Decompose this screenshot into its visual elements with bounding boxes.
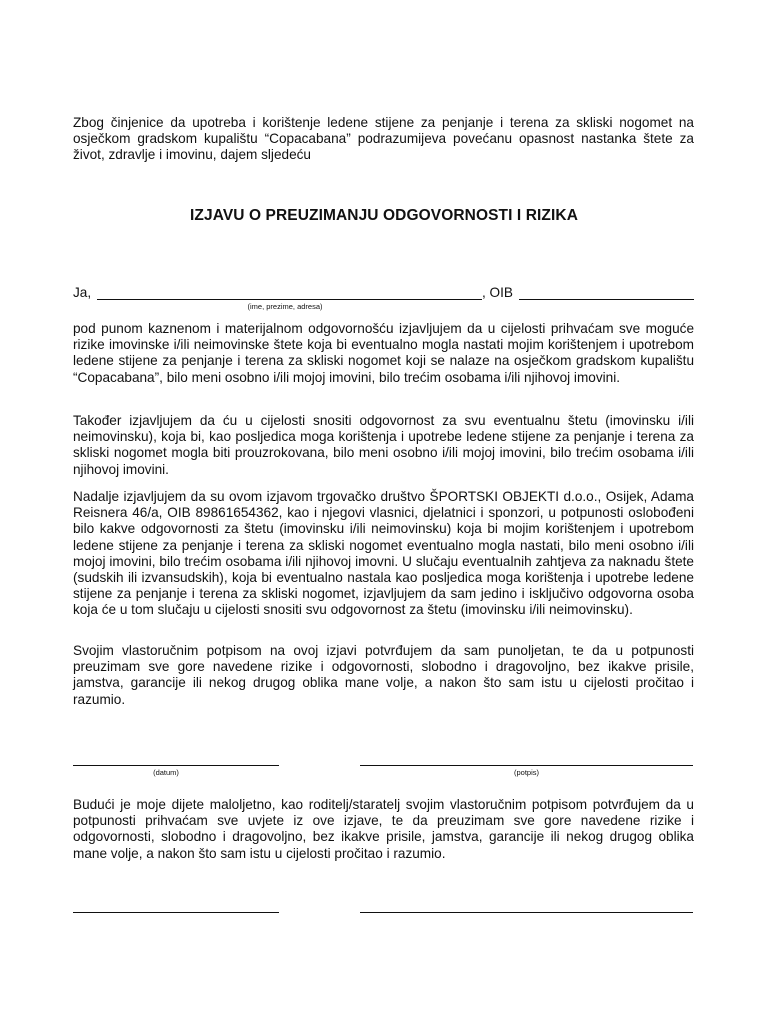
paragraph-liability: Također izjavljujem da ću u cijelosti snositi odgovornost za svu eventualnu štetu (imovinsku i/ili neimovinsku), koja bi, kao posljedica moga korištenja i upotrebe ledene stijene za penjanje i terena za skliski nogomet mogla biti prouzrokovana, bilo meni osobno i/ili mojoj imovini, bilo trećim osobama i/ili njihovoj imovini.	[73, 413, 694, 477]
declarant-row	[73, 285, 694, 303]
paragraph-release: Nadalje izjavljujem da su ovom izjavom trgovačko društvo ŠPORTSKI OBJEKTI d.o.o., Osijek, Adama Reisnera 46/a, OIB 89861654362, kao i njegovi vlasnici, djelatnici i sponzori, u potpunosti oslobođeni bilo kakve odgovornosti za štetu (imovinsku i/ili neimovinsku) koja bi mojim korištenjem i upotrebom ledene stijene za penjanje i terena za skliski nogomet eventualno mogla nastati, bilo meni osobno i/ili mojoj imovini, bilo trećim osobama i/ili njihovoj imovni. U slučaju eventualnih zahtjeva za naknadu štete (sudskih ili izvansudskih), koja bi eventualno nastala kao posljedica moga korištenja i upotrebe ledene stijene za penjanje i terena za skliski nogomet, izjavljujem da sam jedino i isključivo odgovorna osoba koja će u tom slučaju u cijelosti snositi svu odgovornost za štetu (imovinsku i/ili neimovinsku).	[73, 489, 694, 618]
guardian-signature-line[interactable]	[360, 912, 693, 913]
date-line[interactable]	[73, 765, 279, 766]
date-caption: (datum)	[153, 768, 179, 777]
declarant-prefix: Ja,	[73, 285, 92, 300]
signature-line[interactable]	[360, 765, 693, 766]
oib-line[interactable]	[519, 299, 694, 300]
signature-caption: (potpis)	[513, 768, 539, 777]
paragraph-adult-signature: Svojim vlastoručnim potpisom na ovoj izjavi potvrđujem da sam punoljetan, te da u potpunosti preuzimam sve gore navedene rizike i odgovornosti, slobodno i dragovoljno, bez ikakve prisile, jamstva, garancije ili nekog drugog oblika mane volje, a nakon što sam istu u cijelosti pročitao i razumio.	[73, 643, 694, 707]
name-address-caption: (ime, prezime, adresa)	[247, 302, 323, 311]
name-address-line[interactable]	[97, 299, 482, 300]
paragraph-guardian: Budući je moje dijete maloljetno, kao roditelj/staratelj svojim vlastoručnim potpisom potvrđujem da u potpunosti prihvaćam sve uvjete iz ove izjave, te da preuzimam sve gore navedene rizike i odgovornosti, slobodno i dragovoljno, bez ikakve prisile, jamstva, garancije ili nekog drugog oblika mane volje, a nakon što sam istu u cijelosti pročitao i razumio.	[73, 797, 694, 861]
document-title: IZJAVU O PREUZIMANJU ODGOVORNOSTI I RIZIKA	[190, 207, 578, 224]
guardian-date-line[interactable]	[73, 912, 279, 913]
oib-label: , OIB	[482, 285, 513, 300]
paragraph-acceptance: pod punom kaznenom i materijalnom odgovornošću izjavljujem da u cijelosti prihvaćam sve moguće rizike imovinske i/ili neimovinske štete koja bi eventualno mogla nastati mojim korištenjem i upotrebom ledene stijene za penjanje i terena za skliski nogomet koji se nalaze na osječkom gradskom kupalištu “Copacabana”, bilo meni osobno i/ili mojoj imovini, bilo trećim osobama i/ili njihovoj imovini.	[73, 321, 694, 385]
intro-paragraph: Zbog činjenice da upotreba i korištenje ledene stijene za penjanje i terena za skliski nogomet na osječkom gradskom kupalištu “Copacabana” podrazumijeva povećanu opasnost nastanka štete za život, zdravlje i imovinu, dajem sljedeću	[73, 115, 694, 163]
